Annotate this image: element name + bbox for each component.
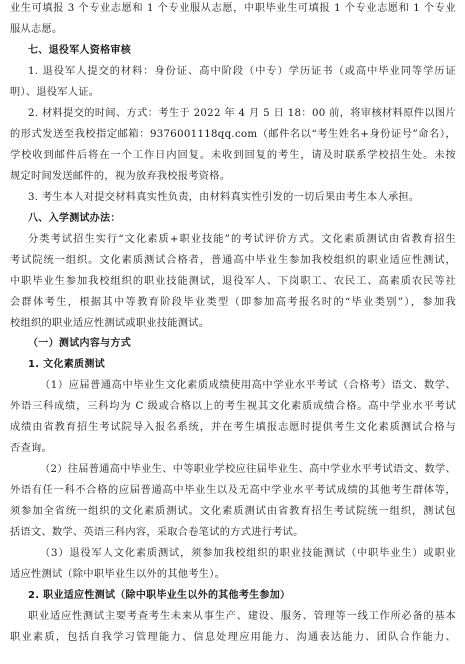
text-line: 明）、退役军人证。 (10, 87, 100, 98)
text-line: 外语有任一科不合格的应届普通高中毕业生以及无高中学业水平考试成绩的其他考生群体等， (10, 485, 456, 496)
text-line: 否查询。 (10, 443, 52, 454)
text-line: 3. 考生本人对提交材料真实性负责，由材料真实性引发的一切后果由考生本人承担。 (28, 192, 420, 203)
text-line: 规定时间发送邮件的，视为放弃我校报考资格。 (10, 171, 231, 182)
section-heading: 七、退役军人资格审核 (28, 45, 131, 56)
text-line: （2）往届普通高中毕业生、中等职业学校应往届毕业生、高中学业水平考试语文、数学、 (40, 464, 456, 475)
text-line: 考试院统一组织。文化素质测试合格者，普通高中毕业生参加我校组织的职业适应性测试， (10, 255, 456, 266)
text-line: 会群体考生，根据其中等教育阶段毕业类型（即参加高考报名时的“毕业类别”），参加我 (10, 297, 456, 308)
section-heading: 八、入学测试办法： (28, 213, 121, 224)
text-line: 外语三科成绩，三科均为 C 级或合格以上的考生视其文化素质成绩合格。高中学业水平考试 (10, 401, 456, 412)
section-heading: （一）测试内容与方式 (28, 338, 131, 349)
text-line: 职业适应性测试主要考查考生未来从事生产、建设、服务、管理等一线工作所必备的基本 (28, 611, 456, 622)
text-line: 成绩由省教育招生考试院导入报名系统，并在考生填报志愿时提供考生文化素质测试合格与 (10, 422, 456, 433)
text-line: 的形式发送至我校指定邮箱：9376001118qq.com（邮件名以“考生姓名+身份证号”命名）， (10, 129, 456, 140)
text-line: 服从志愿。 (10, 24, 63, 35)
text-line: 2. 材料提交的时间、方式：考生于 2022 年 4 月 5 日 18：00 前，将审核材料原件以图片 (28, 108, 456, 119)
text-line: 中职毕业生参加我校组织的职业技能测试，退役军人、下岗职工、农民工、高素质农民等社 (10, 276, 456, 287)
section-heading: 2. 职业适应性测试（除中职毕业生以外的其他考生参加） (28, 590, 291, 601)
text-line: （3）退役军人文化素质测试，须参加我校组织的职业技能测试（中职毕业生）或职业 (40, 548, 456, 559)
text-line: 括语文、数学、英语三科内容，采取合卷笔试的方式进行考试。 (10, 527, 304, 538)
text-line: 1. 退役军人提交的材料：身份证、高中阶段（中专）学历证书（或高中毕业同等学历证 (28, 66, 456, 77)
text-line: 分类考试招生实行“文化素质+职业技能”的考试评价方式。文化素质测试由省教育招生 (28, 234, 456, 245)
text-line: （1）应届普通高中毕业生文化素质成绩使用高中学业水平考试（合格考）语文、数学、 (40, 380, 456, 391)
text-line: 学校收到邮件后将在一个工作日内回复。未收到回复的考生，请及时联系学校招生处。未按 (10, 150, 456, 161)
text-line: 适应性测试（除中职毕业生以外的其他考生）。 (10, 569, 226, 580)
text-line: 须参加全省统一组织的文化素质测试。文化素质测试由省教育招生考试院统一组织，测试包 (10, 506, 456, 517)
text-line: 职业素质，包括自我学习管理能力、信息处理应用能力、沟通表达能力、团队合作能力、 (10, 632, 456, 643)
text-line: 校组织的职业适应性测试或职业技能测试。 (10, 318, 210, 329)
section-heading: 1. 文化素质测试 (28, 359, 105, 370)
text-line: 业生可填报 3 个专业志愿和 1 个专业服从志愿，中职毕业生可填报 1 个专业志愿和 1 个专业 (10, 3, 456, 14)
